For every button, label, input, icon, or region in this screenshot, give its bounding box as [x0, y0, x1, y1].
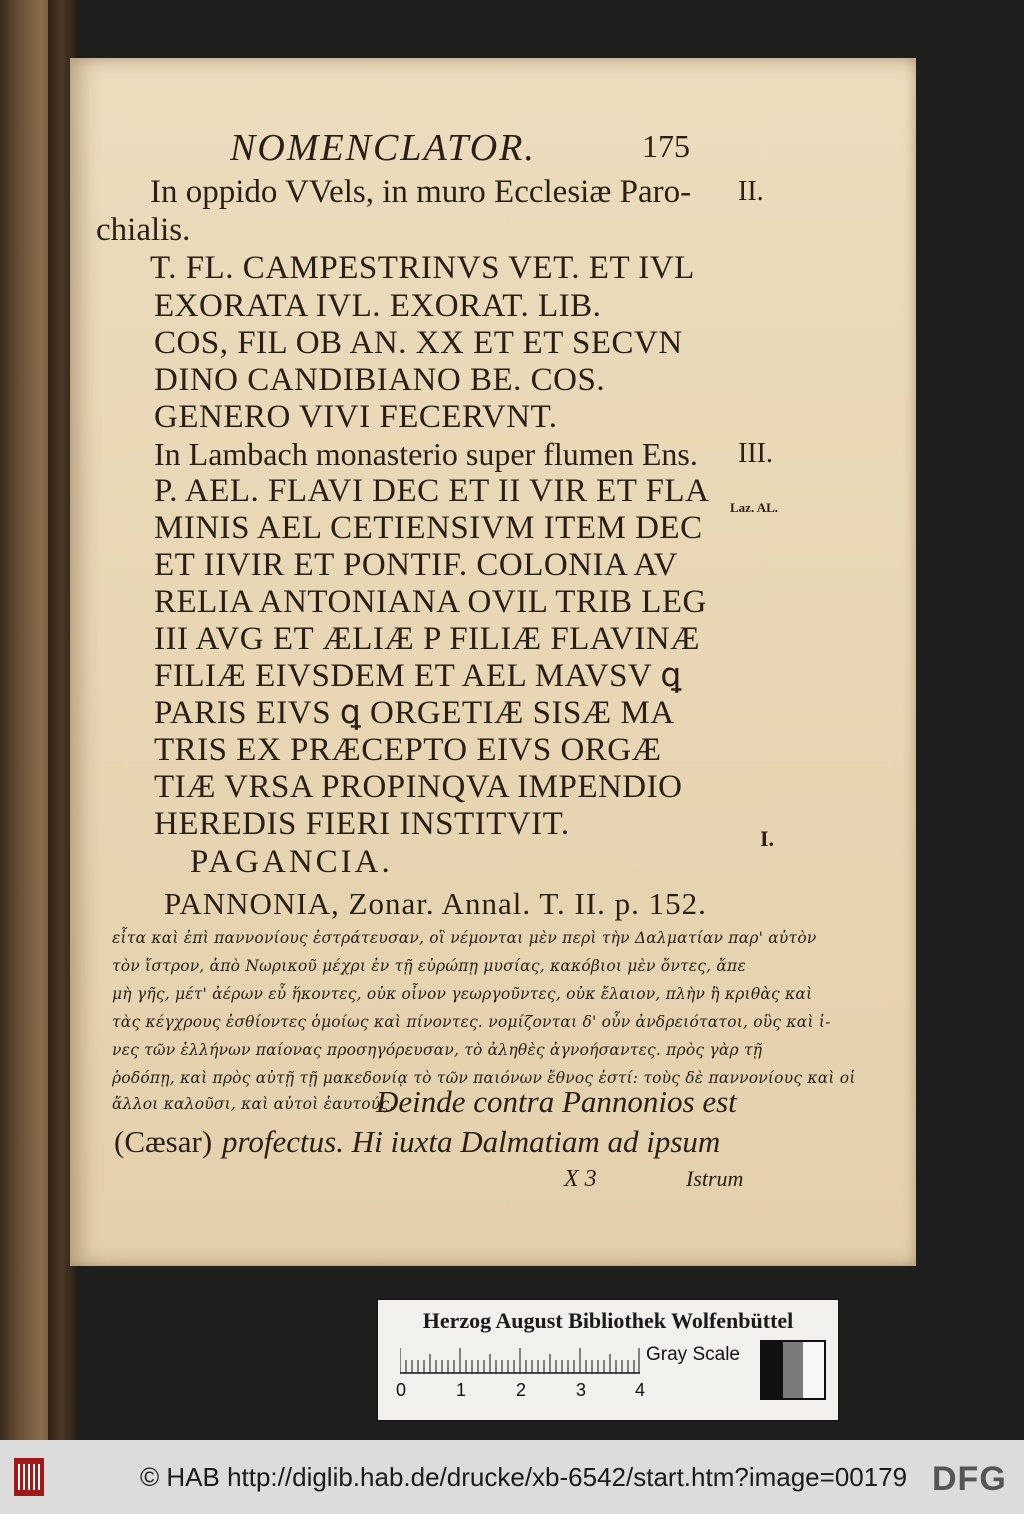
margin-note: II.	[738, 176, 764, 207]
ruler-number: 0	[396, 1380, 407, 1400]
margin-note: I.	[760, 826, 775, 851]
greek-line: μὴ γῆς, μέτ' ἀέρων εὖ ἥκοντες, οὐκ οἶνον γεωργοῦντες, οὐκ ἔλαιον, πλὴν ἢ κριθὰς καὶ	[112, 985, 813, 1003]
text-line: DINO CANDIBIANO BE. COS.	[154, 362, 606, 398]
text-line: TIÆ VRSA PROPINQVA IMPENDIO	[154, 769, 683, 805]
text-line: III AVG ET ÆLIÆ P FILIÆ FLAVINÆ	[154, 621, 700, 657]
margin-note: Laz. AL.	[730, 500, 779, 515]
latin-paren-text: (Cæsar)	[114, 1124, 213, 1159]
margin-note: III.	[738, 438, 773, 469]
hab-logo-icon	[14, 1458, 44, 1496]
text-line: ET IIVIR ET PONTIF. COLONIA AV	[154, 547, 678, 583]
text-line: RELIA ANTONIANA OVIL TRIB LEG	[154, 584, 707, 620]
greek-line: ῥοδόπῃ, καὶ πρὸς αὐτῇ τῇ μακεδονίᾳ τὸ τῶν παιόνων ἔθνος ἐστί: τοὺς δὲ παννονίους καὶ οἱ	[112, 1069, 856, 1087]
ruler-number: 4	[635, 1380, 646, 1400]
book-page	[70, 58, 916, 1266]
gray-scale-label: Gray Scale	[646, 1344, 740, 1365]
text-line: HEREDIS FIERI INSTITVIT.	[154, 806, 570, 842]
text-line: PARIS EIVS ꝗ ORGETIÆ SISÆ MA	[154, 695, 675, 731]
signature-mark: X 3	[564, 1166, 597, 1192]
white-swatch	[803, 1342, 824, 1398]
color-scale-card	[378, 1300, 838, 1420]
text-line: In oppido VVels, in muro Ecclesiæ Paro-	[150, 174, 692, 210]
gray-swatch	[783, 1342, 804, 1398]
greek-line: εἶτα καὶ ἐπὶ παννονίους ἐστράτευσαν, οἳ νέμονται μὲν περὶ τὴν Δαλματίαν παρ' αὐτὸν	[112, 929, 817, 947]
text-line: P. AEL. FLAVI DEC ET II VIR ET FLA	[154, 473, 710, 509]
text-line: TRIS EX PRÆCEPTO EIVS ORGÆ	[154, 732, 662, 768]
footer-bar	[0, 1440, 1024, 1514]
text-line: In Lambach monasterio super flumen Ens.	[154, 436, 698, 472]
running-head: NOMENCLATOR.	[230, 127, 536, 169]
greek-line: τὸν ἴστρον, ἀπὸ Νωρικοῦ μέχρι ἐν τῇ εὐρώπῃ μυσίας, κακόβιοι μὲν ὄντες, ἄπε	[112, 957, 746, 975]
ruler-number: 1	[456, 1380, 467, 1400]
greek-line: ἄλλοι καλοῦσι, καὶ αὐτοὶ ἑαυτούς.	[112, 1095, 395, 1113]
text-line: GENERO VIVI FECERVNT.	[154, 399, 558, 435]
text-line: MINIS AEL CETIENSIVM ITEM DEC	[154, 510, 703, 546]
text-line: COS, FIL OB AN. XX ET ET SECVN	[154, 325, 683, 361]
text-line: chialis.	[96, 212, 191, 248]
text-line: T. FL. CAMPESTRINVS VET. ET IVL	[150, 250, 695, 286]
latin-italic-text: profectus. Hi iuxta Dalmatiam ad ipsum	[222, 1124, 721, 1159]
greek-line: τὰς κέγχρους ἐσθίοντες ὁμοίως καὶ πίνοντες. νομίζονται δ' οὖν ἀνδρειότατοι, οὓς καὶ ἰ-	[112, 1013, 831, 1031]
library-name: Herzog August Bibliothek Wolfenbüttel	[422, 1308, 794, 1333]
page-content	[70, 58, 916, 1266]
page-number: 175	[642, 128, 690, 164]
text-line: FILIÆ EIVSDEM ET AEL MAVSV ꝗ	[154, 658, 682, 694]
catchword: Istrum	[686, 1166, 744, 1191]
black-swatch	[762, 1342, 783, 1398]
gray-scale-swatches	[760, 1340, 826, 1400]
ruler-number: 2	[516, 1380, 527, 1400]
dfg-logo: DFG	[932, 1460, 1007, 1498]
text-line: PANNONIA, Zonar. Annal. T. II. p. 152.	[164, 886, 707, 921]
text-line: EXORATA IVL. EXORAT. LIB.	[154, 288, 602, 324]
latin-italic-text: Deinde contra Pannonios est	[376, 1084, 737, 1119]
ruler-number: 3	[576, 1380, 587, 1400]
section-heading: PAGANCIA.	[190, 844, 393, 880]
ruler-icon	[400, 1348, 640, 1374]
source-url-link[interactable]: © HAB http://diglib.hab.de/drucke/xb-6542/start.htm?image=00179	[140, 1462, 908, 1492]
greek-line: νες τῶν ἑλλήνων παίονας προσηγόρευσαν, τὸ ἀληθὲς ἀγνοήσαντες. πρὸς γὰρ τῇ	[112, 1041, 763, 1059]
